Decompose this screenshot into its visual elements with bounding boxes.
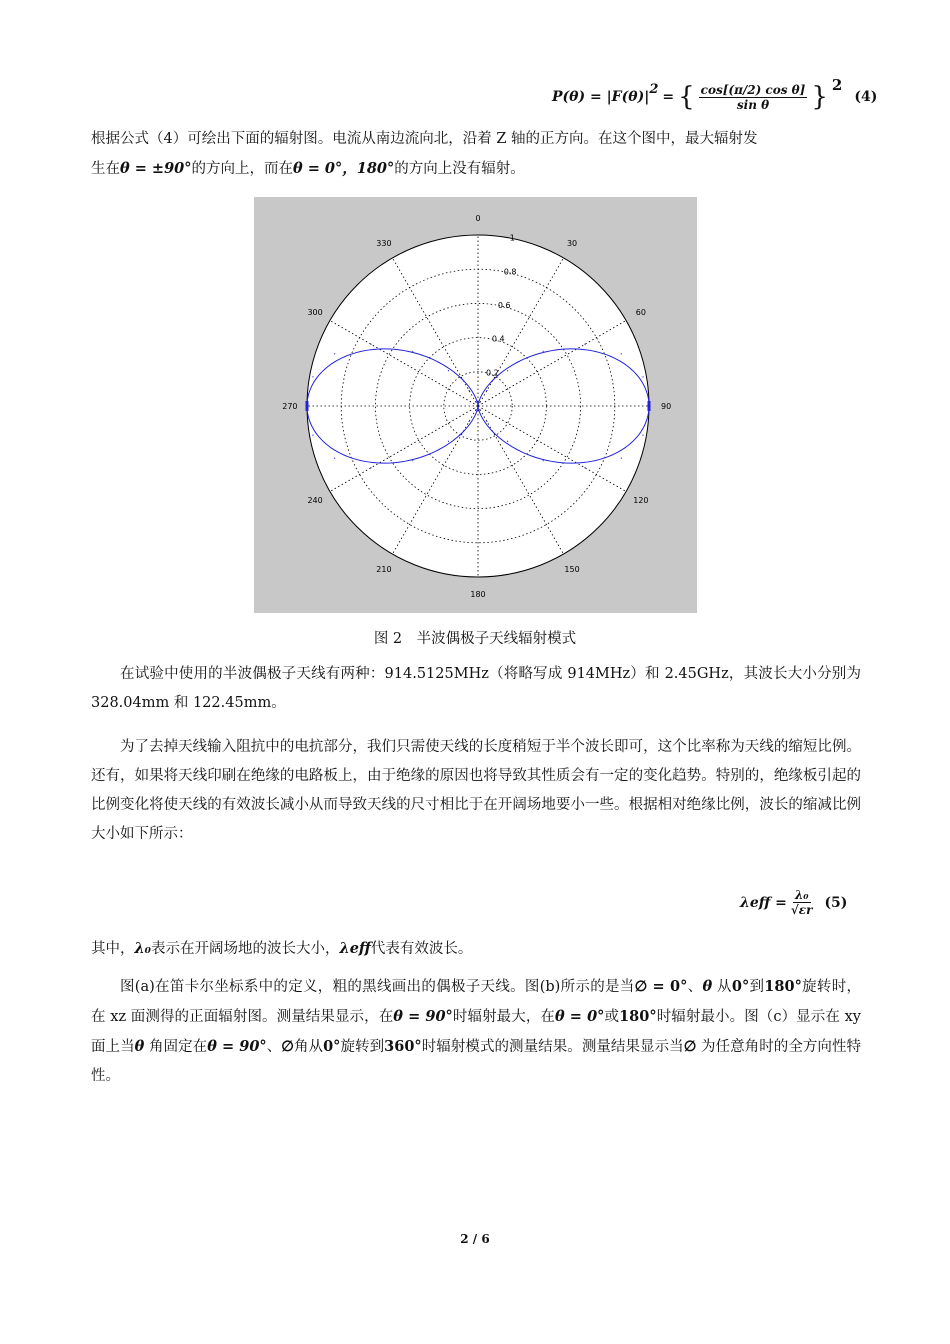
data-point [479,402,480,403]
text-run: 旋转到 [340,1039,385,1055]
text-run: 其中， [91,941,135,957]
text-run: 时辐射最小。图（c）显示在 xy 面上当 [91,1009,861,1055]
page-number: 2 / 6 [460,1232,490,1246]
text-run: 时辐射最大，在 [452,1009,555,1025]
angle-tick-label: 330 [376,239,392,249]
figure-caption: 图 2 半波偶极子天线辐射模式 [373,631,577,647]
text-run: 角从 [293,1039,324,1055]
eq4-right-brace: } [811,82,828,112]
eq5-number: (5) [824,894,848,911]
data-point [476,409,477,410]
text-run: 时辐射模式的测量结果。测量结果显示当 [421,1039,684,1055]
equation-4 [552,76,878,112]
math-run: ∅ [683,1038,697,1055]
data-point [448,370,449,371]
data-point [334,458,335,459]
paragraph-1-line-1: 根据公式（4）可绘出下面的辐射图。电流从南边流向北，沿着 Z 轴的正方向。在这个图中，最大辐射发 [91,131,758,147]
data-point [468,421,469,422]
data-point [448,441,449,442]
math-run: θ = 90° [393,1008,453,1025]
eq4-left-brace: { [678,82,695,112]
equation-5 [740,888,847,917]
data-point [486,390,487,391]
math-run: θ [134,1038,145,1055]
data-point [584,467,585,468]
eq5-denominator: √εr [790,903,813,917]
radial-tick-label: 0.6 [497,300,511,310]
paragraph-1 [91,125,861,184]
eq4-fraction [699,83,808,112]
eq4-number: (4) [854,89,878,105]
text-run: 表示在开阔场地的波长大小， [151,941,340,957]
data-point [543,351,544,352]
math-run: 180° [619,1008,657,1025]
text-run: 到 [749,979,765,995]
data-point [479,409,480,410]
angle-tick-label: 0 [475,213,481,223]
text-run: 代表有效波长。 [370,941,473,957]
math-run: 180° [764,978,802,995]
data-point [642,435,643,436]
text-run: 的方向上，而在 [191,161,293,177]
text-run: 角固定在 [144,1039,208,1055]
angle-tick-label: 210 [376,564,392,574]
paragraph-3: 为了去掉天线输入阻抗中的电抗部分，我们只需使天线的长度稍短于半个波长即可，这个比率称为天线的缩短比例。还有，如果将天线印刷在绝缘的电路板上，由于绝缘的原因也将导致其性质会有一定的变化趋势。特别的，绝缘板引起的比例变化将使天线的有效波长减小从而导致天线的尺寸相比于在开阔场地要小一些。根据相对绝缘比例，波长的缩减比例大小如下所示： [91,739,861,842]
data-point [312,376,313,377]
data-point [543,460,544,461]
eq4-denominator: sin θ [736,97,770,112]
text-run: 、 [266,1039,282,1055]
data-point [334,353,335,354]
boundary-marker [648,401,651,411]
eq4-square: 2 [649,81,659,97]
text-run: 旋转时，在 xz 面测得的正面辐射图。测量结果显示，在 [91,979,862,1025]
data-point [642,376,643,377]
data-point [621,353,622,354]
boundary-marker [306,401,309,411]
math-run: θ = 0° [554,1008,605,1025]
math-lambda0: λ₀ [134,940,152,957]
data-point [477,405,478,406]
paragraph-2: 在试验中使用的半波偶极子天线有两种：914.5125MHz（将略写成 914MHz）和 2.45GHz，其波长大小分别为 328.04mm 和 122.45mm。 [91,666,861,711]
eq4-lhs: P(θ) = |F(θ)| [552,89,650,105]
angle-tick-label: 120 [633,496,649,506]
polar-chart [254,197,697,613]
angle-tick-label: 90 [661,402,672,411]
angle-tick-label: 180 [470,590,486,600]
polar-radiation-figure [254,197,697,613]
math-lambda-eff: λeff [339,940,371,957]
data-point [412,460,413,461]
eq5-numerator: λ₀ [794,888,809,902]
paragraph-5 [91,972,861,1091]
math-run: 0° [323,1038,341,1055]
data-point [507,370,508,371]
text-run: 为任意角时的全方向性特性。 [91,1039,862,1084]
math-theta-90: θ = ±90° [120,160,192,177]
radial-tick-label: 0.2 [485,368,499,378]
eq5-fraction [791,888,813,917]
text-run: 图(a)在笛卡尔坐标系中的定义，粗的黑线画出的偶极子天线。图(b)所示的是当 [120,979,635,995]
text-run: 、 [687,979,703,995]
radial-tick-label: 0.4 [491,334,505,344]
data-point [476,402,477,403]
paragraph-4 [91,934,861,964]
data-point [312,435,313,436]
math-run: θ [702,978,713,995]
data-point [370,344,371,345]
text-run: 生在 [91,161,120,177]
math-run: ∅ = 0° [634,978,688,995]
text-run: 或 [604,1009,620,1025]
data-point [468,390,469,391]
text-run: 从 [712,979,732,995]
data-point [370,467,371,468]
paragraph-1-line-2 [91,154,861,184]
eq4-exponent: 2 [831,76,843,94]
angle-tick-label: 240 [307,496,323,506]
data-point [584,344,585,345]
text-run: 的方向上没有辐射。 [394,161,525,177]
angle-tick-label: 60 [635,307,646,317]
angle-tick-label: 30 [566,239,578,249]
eq4-equals: = [662,89,675,105]
math-run: 0° [731,978,750,995]
eq4-numerator: cos[(π/2) cos θ] [700,82,806,97]
eq5-lhs: λeff = [740,894,787,911]
angle-tick-label: 150 [564,564,580,574]
angle-tick-label: 300 [307,307,323,317]
radial-tick-label: 0.8 [503,267,517,277]
math-run: θ = 90° [207,1038,267,1055]
math-run: 360° [384,1038,422,1055]
data-point [507,441,508,442]
data-point [412,351,413,352]
math-run: ∅ [281,1038,294,1055]
data-point [486,421,487,422]
angle-tick-label: 270 [282,402,298,411]
math-theta-0-180: θ = 0°，180° [293,160,395,177]
data-point [621,458,622,459]
radial-tick-label: 1 [509,233,515,243]
